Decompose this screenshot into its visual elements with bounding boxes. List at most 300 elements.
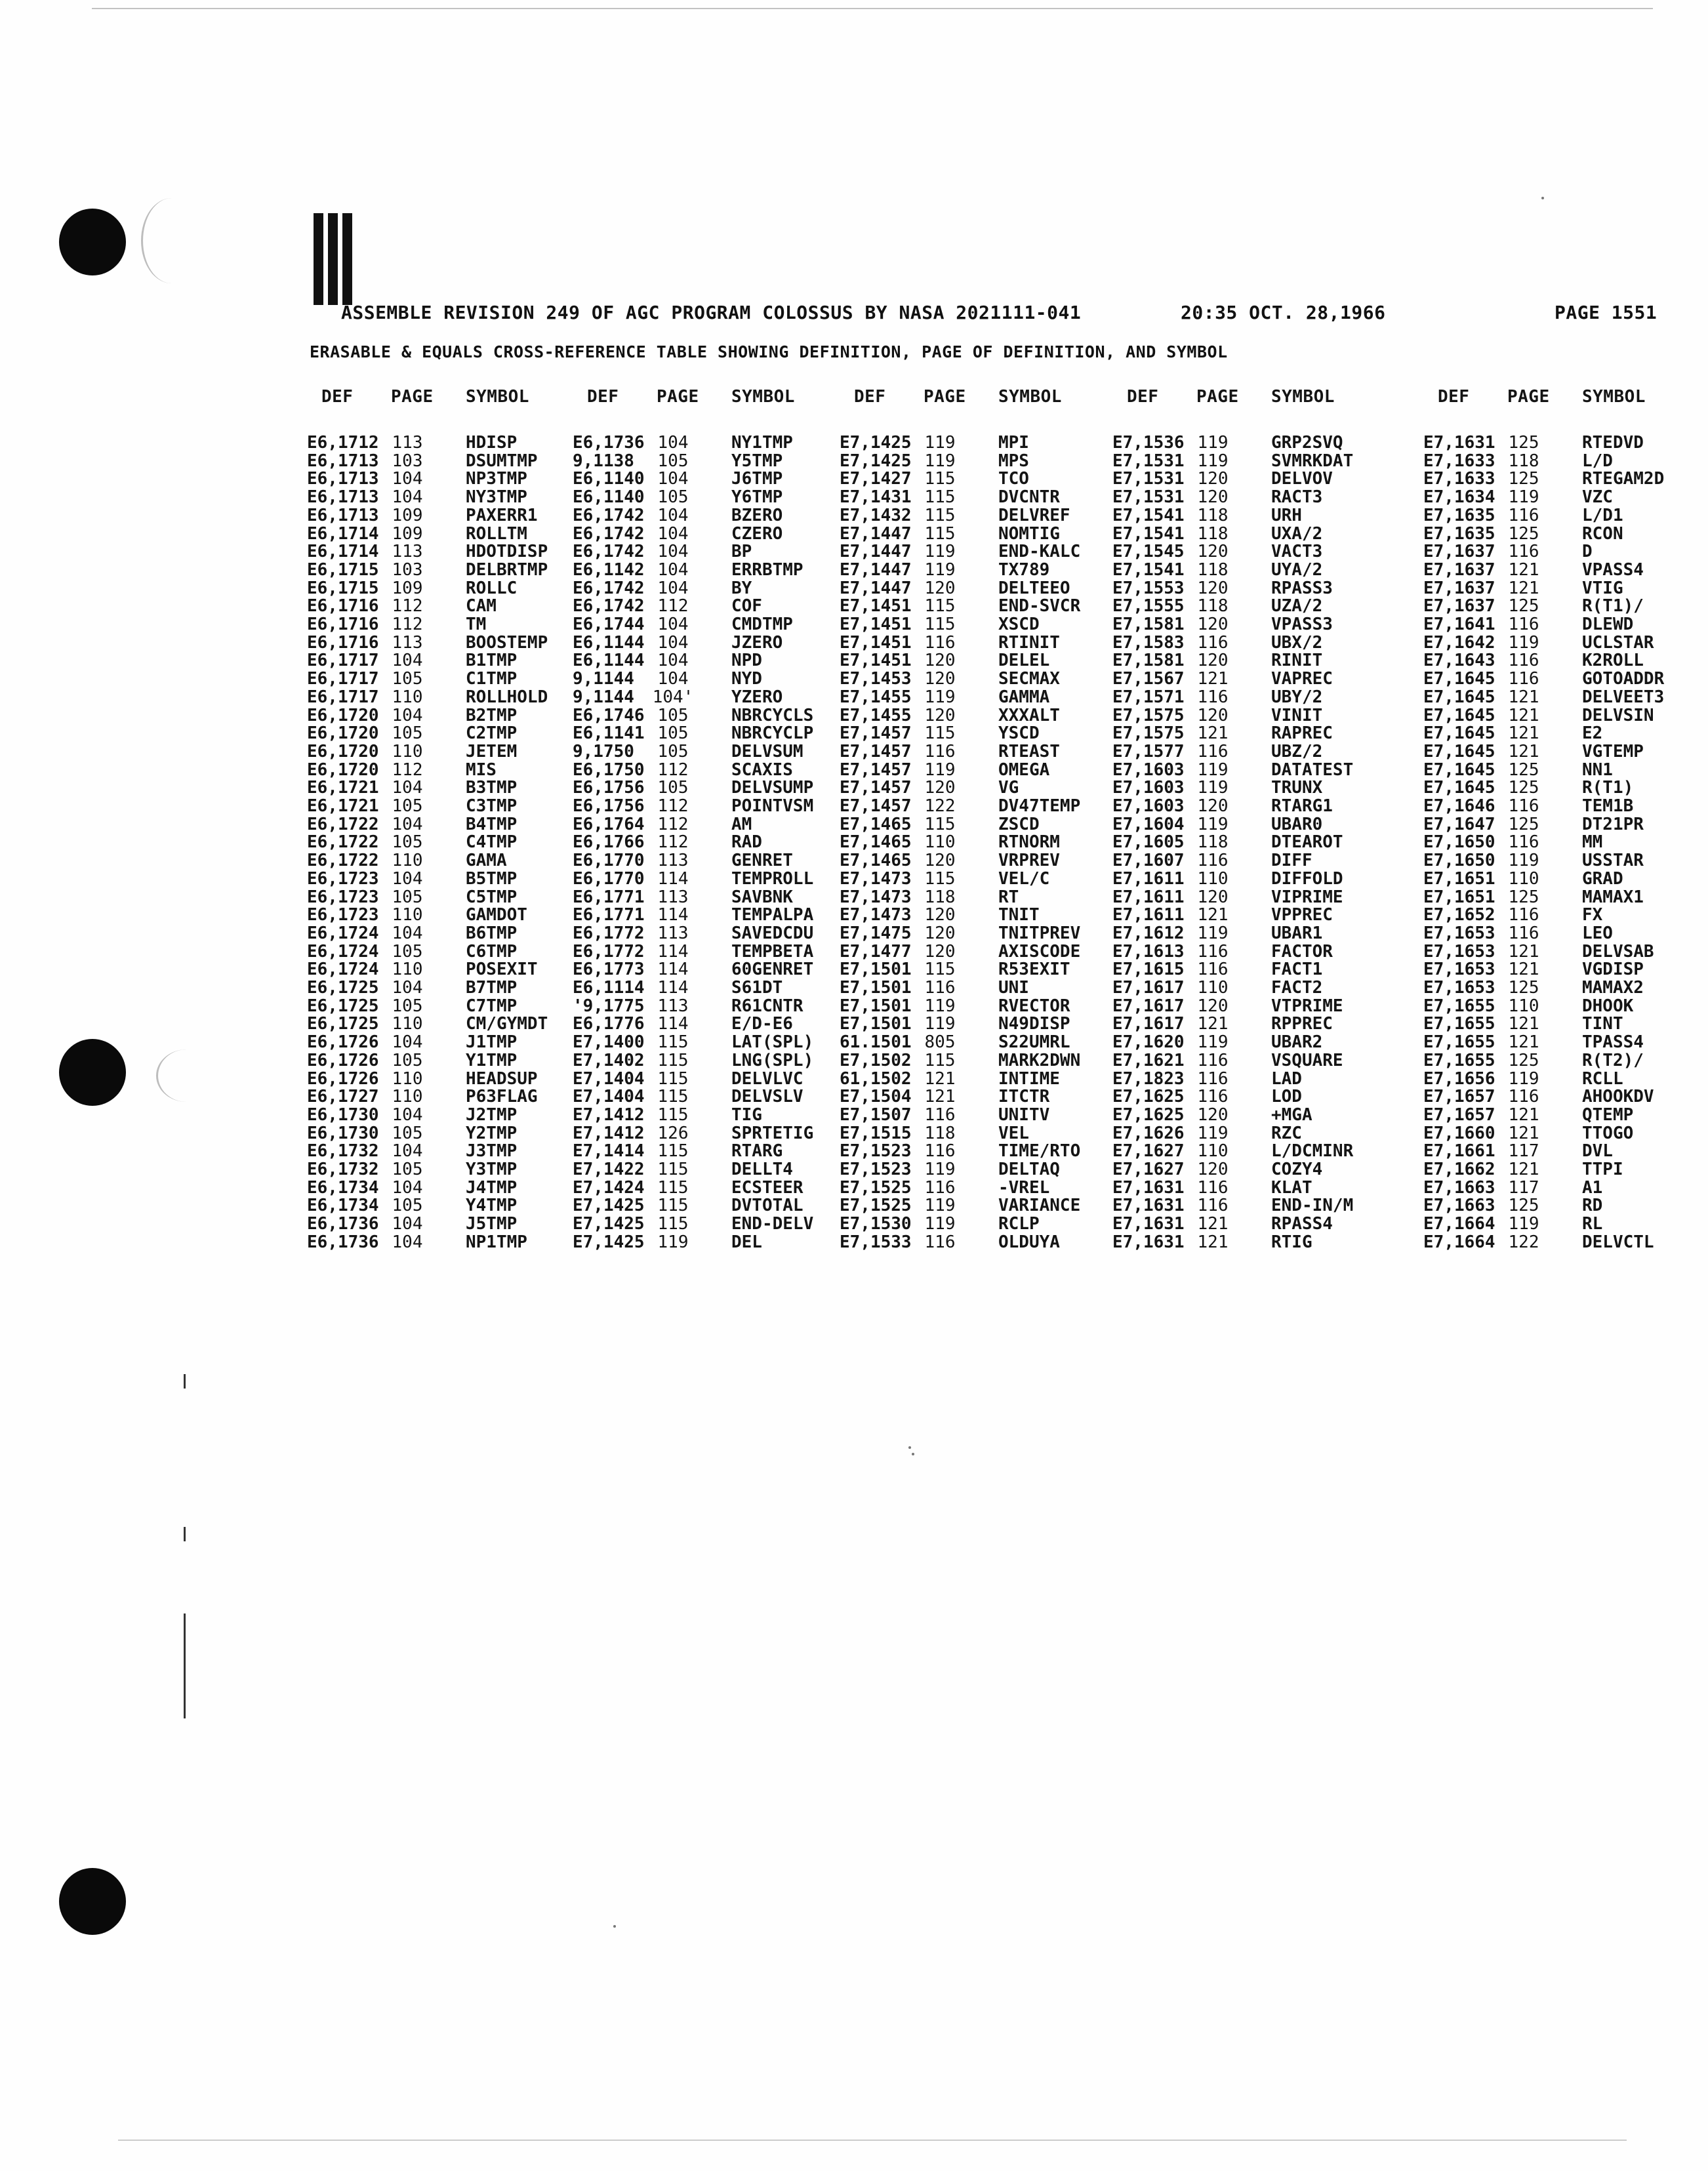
symbol-cell: B4TMP [466,814,518,834]
def-cell: E7,1455 [840,705,912,725]
page-cell: 113 [657,923,689,943]
def-cell: E6,1714 [307,523,379,544]
page-cell: 104 [657,559,689,580]
page-cell: 116 [1197,741,1229,761]
page-cell: 112 [392,760,423,780]
symbol-cell: FACT2 [1271,978,1323,998]
table-subtitle: ERASABLE & EQUALS CROSS-REFERENCE TABLE SHOWING DEFINITION, PAGE OF DEFINITION, AND SYMBOL [310,342,1228,361]
def-cell: E6,1716 [307,615,379,634]
page-cell: 119 [924,1014,956,1034]
page-cell: 116 [924,978,956,998]
page-cell: 105 [392,1123,423,1143]
def-cell: E6,1722 [307,832,379,853]
def-cell: E7,1664 [1423,1232,1495,1252]
symbol-cell: +MGA [1271,1105,1312,1125]
def-cell: E6,1726 [307,1050,379,1070]
symbol-cell: GAMDOT [466,905,527,925]
symbol-cell: NN1 [1582,760,1613,780]
def-cell: E6,1725 [307,996,379,1016]
header-symbol: SYMBOL [998,387,1062,407]
def-cell: E7,1432 [840,505,912,525]
page-cell: 105 [392,1160,423,1179]
def-cell: E7,1637 [1423,542,1495,562]
symbol-cell: B6TMP [466,923,518,943]
def-cell: E7,1637 [1423,578,1495,598]
symbol-cell: Y5TMP [731,451,783,471]
page-cell: 115 [657,1214,689,1234]
page-cell: 119 [1197,923,1229,943]
symbol-cell: D [1582,542,1593,562]
symbol-cell: FACT1 [1271,960,1323,980]
symbol-cell: DTEAROT [1271,832,1343,853]
page-cell: 118 [924,887,956,907]
def-cell: E7,1545 [1112,542,1185,562]
page-cell: 116 [1197,1196,1229,1216]
symbol-cell: C3TMP [466,796,518,816]
symbol-cell: ROLLC [466,578,518,598]
symbol-cell: AM [731,814,752,834]
def-cell: E6,1713 [307,469,379,489]
def-cell: E6,1713 [307,487,379,508]
def-cell: E7,1611 [1112,887,1185,907]
page-cell: 125 [1508,1196,1539,1216]
def-cell: E6,1742 [573,523,645,544]
def-cell: E7,1823 [1112,1068,1185,1089]
def-cell: E6,1776 [573,1014,645,1034]
page-cell: 122 [1508,1232,1539,1252]
page-cell: 119 [924,542,956,562]
def-cell: E7,1637 [1423,596,1495,617]
page-cell: 125 [1508,814,1539,834]
symbol-cell: R(T2)/ [1582,1050,1644,1070]
symbol-cell: C6TMP [466,941,518,962]
page-cell: 110 [392,1014,423,1034]
def-cell: E6,1736 [307,1214,379,1234]
symbol-cell: USSTAR [1582,851,1644,871]
def-cell: 9,1750 [573,741,634,761]
page-cell: 113 [392,632,423,653]
symbol-cell: R53EXIT [998,960,1070,980]
page-cell: 110 [392,741,423,761]
symbol-cell: SAVEDCDU [731,923,814,943]
page-cell: 125 [1508,760,1539,780]
symbol-cell: VPASS3 [1271,615,1333,634]
symbol-cell: ITCTR [998,1087,1050,1107]
def-cell: E7,1625 [1112,1105,1185,1125]
def-cell: E6,1742 [573,578,645,598]
page-cell: 119 [924,996,956,1016]
page-cell: 115 [924,487,956,508]
def-cell: E6,1717 [307,669,379,689]
page-cell: 120 [924,923,956,943]
page-cell: 120 [924,705,956,725]
symbol-cell: GRAD [1582,868,1623,889]
def-cell: E6,1720 [307,723,379,744]
symbol-cell: P63FLAG [466,1087,538,1107]
symbol-cell: J5TMP [466,1214,518,1234]
page-cell: 109 [392,523,423,544]
def-cell: E7,1457 [840,796,912,816]
page-cell: 121 [1508,723,1539,744]
symbol-cell: OMEGA [998,760,1050,780]
symbol-cell: UZA/2 [1271,596,1323,617]
symbol-cell: UBX/2 [1271,632,1323,653]
symbol-cell: KLAT [1271,1177,1312,1198]
page-cell: 120 [1197,1160,1229,1179]
page-cell: 119 [924,451,956,471]
symbol-cell: RTNORM [998,832,1060,853]
symbol-cell: Y1TMP [466,1050,518,1070]
symbol-cell: DELVSIN [1582,705,1654,725]
page-cell: 116 [924,1232,956,1252]
symbol-cell: VEL/C [998,868,1050,889]
page-cell: 110 [924,832,956,853]
def-cell: E6,1721 [307,778,379,798]
header-page: PAGE [657,387,699,407]
def-cell: E6,1772 [573,941,645,962]
symbol-cell: VEL [998,1123,1029,1143]
def-cell: E6,1724 [307,941,379,962]
page-cell: 118 [1197,832,1229,853]
symbol-cell: RTEGAM2D [1582,469,1665,489]
def-cell: E7,1611 [1112,868,1185,889]
page-cell: 105 [657,741,689,761]
page-cell: 115 [657,1196,689,1216]
page-speck [912,1453,914,1455]
page-cell: 120 [1197,469,1229,489]
symbol-cell: TIME/RTO [998,1141,1081,1162]
page-cell: 119 [1508,1068,1539,1089]
symbol-cell: UNITV [998,1105,1050,1125]
symbol-cell: ZSCD [998,814,1040,834]
page-cell: 116 [1197,960,1229,980]
symbol-cell: COF [731,596,762,617]
symbol-cell: MPS [998,451,1029,471]
document-title: ASSEMBLE REVISION 249 OF AGC PROGRAM COLOSSUS BY NASA 2021111-041 [341,302,1082,323]
def-cell: E7,1447 [840,523,912,544]
symbol-cell: DELVSUM [731,741,803,761]
page-cell: 120 [1197,487,1229,508]
page-cell: 105 [392,996,423,1016]
def-cell: E6,1772 [573,923,645,943]
symbol-cell: C4TMP [466,832,518,853]
symbol-cell: RCLP [998,1214,1040,1234]
header-page: PAGE [391,387,434,407]
page-cell: 105 [392,669,423,689]
page-cell: 120 [924,669,956,689]
def-cell: E6,1736 [573,433,645,453]
def-cell: E6,1770 [573,868,645,889]
def-cell: E7,1617 [1112,996,1185,1016]
def-cell: E7,1536 [1112,433,1185,453]
header-symbol: SYMBOL [466,387,529,407]
page-cell: 110 [1197,868,1229,889]
symbol-cell: UBY/2 [1271,687,1323,707]
binder-hole-shadow-middle [156,1049,217,1102]
def-cell: E7,1645 [1423,723,1495,744]
def-cell: E7,1457 [840,778,912,798]
symbol-cell: NYD [731,669,762,689]
symbol-cell: YZERO [731,687,783,707]
page-cell: 119 [1508,487,1539,508]
symbol-cell: Y2TMP [466,1123,518,1143]
symbol-cell: J3TMP [466,1141,518,1162]
symbol-cell: Y3TMP [466,1160,518,1179]
symbol-cell: MPI [998,433,1029,453]
def-cell: 9,1144 [573,669,634,689]
def-cell: '9,1775 [573,996,645,1016]
def-cell: E7,1530 [840,1214,912,1234]
symbol-cell: CM/GYMDT [466,1014,548,1034]
page-cell: 104 [392,868,423,889]
page-cell: 105 [657,778,689,798]
page-cell: 116 [1508,832,1539,853]
symbol-cell: J1TMP [466,1032,518,1053]
symbol-cell: B3TMP [466,778,518,798]
symbol-cell: B1TMP [466,651,518,671]
def-cell: E7,1653 [1423,923,1495,943]
page-cell: 104 [657,651,689,671]
page-cell: 115 [657,1032,689,1053]
symbol-cell: OLDUYA [998,1232,1060,1252]
page-cell: 121 [1508,1032,1539,1053]
header-symbol: SYMBOL [1582,387,1646,407]
page-cell: 120 [1197,796,1229,816]
page-cell: 114 [657,941,689,962]
page-cell: 119 [924,1214,956,1234]
symbol-cell: ROLLTM [466,523,527,544]
page-cell: 114 [657,868,689,889]
symbol-cell: TCO [998,469,1029,489]
def-cell: E6,1746 [573,705,645,725]
symbol-cell: GOTOADDR [1582,669,1665,689]
symbol-cell: L/D [1582,451,1613,471]
symbol-cell: MM [1582,832,1603,853]
symbol-cell: RTARG1 [1271,796,1333,816]
def-cell: E7,1631 [1112,1214,1185,1234]
def-cell: E6,1715 [307,559,379,580]
symbol-cell: TTPI [1582,1160,1623,1179]
symbol-cell: L/DCMINR [1271,1141,1354,1162]
page-cell: 121 [924,1087,956,1107]
def-cell: E6,1756 [573,778,645,798]
page-cell: 118 [1197,596,1229,617]
symbol-cell: BY [731,578,752,598]
symbol-cell: ECSTEER [731,1177,803,1198]
def-cell: E6,1726 [307,1032,379,1053]
def-cell: E6,1736 [307,1232,379,1252]
def-cell: E7,1465 [840,814,912,834]
def-cell: E7,1412 [573,1105,645,1125]
page-cell: 104 [657,615,689,634]
symbol-cell: E/D-E6 [731,1014,793,1034]
symbol-cell: UBZ/2 [1271,741,1323,761]
page-cell: 115 [657,1141,689,1162]
def-cell: E6,1141 [573,723,645,744]
def-cell: E6,1717 [307,687,379,707]
symbol-cell: DEL [731,1232,762,1252]
page-cell: 115 [924,723,956,744]
def-cell: E6,1771 [573,887,645,907]
header-def: DEF [854,387,886,407]
def-cell: E7,1567 [1112,669,1185,689]
symbol-cell: RVECTOR [998,996,1070,1016]
symbol-cell: DELVSLV [731,1087,803,1107]
binder-hole-shadow-top [141,198,202,283]
page-cell: 115 [657,1105,689,1125]
symbol-cell: K2ROLL [1582,651,1644,671]
page-cell: 120 [1197,651,1229,671]
symbol-cell: J2TMP [466,1105,518,1125]
def-cell: E7,1645 [1423,705,1495,725]
symbol-cell: LOD [1271,1087,1302,1107]
def-cell: E7,1621 [1112,1050,1185,1070]
def-cell: E7,1635 [1423,523,1495,544]
page-cell: 104 [392,651,423,671]
page-cell: 119 [924,433,956,453]
symbol-cell: NBRCYCLP [731,723,814,744]
def-cell: E6,1725 [307,1014,379,1034]
def-cell: E7,1664 [1423,1214,1495,1234]
symbol-cell: MAMAX1 [1582,887,1644,907]
symbol-cell: VACT3 [1271,542,1323,562]
def-cell: E6,1750 [573,760,645,780]
def-cell: E7,1412 [573,1123,645,1143]
symbol-cell: NBRCYCLS [731,705,814,725]
page-cell: 116 [1197,632,1229,653]
page-cell: 110 [392,1087,423,1107]
symbol-cell: RPPREC [1271,1014,1333,1034]
def-cell: E7,1473 [840,887,912,907]
symbol-cell: FX [1582,905,1603,925]
def-cell: E7,1603 [1112,778,1185,798]
symbol-cell: UCLSTAR [1582,632,1654,653]
page-cell: 110 [392,687,423,707]
symbol-cell: CMDTMP [731,615,793,634]
def-cell: E6,1726 [307,1068,379,1089]
def-cell: E7,1660 [1423,1123,1495,1143]
page-cell: 116 [1197,1087,1229,1107]
scan-noise-bottom [118,2140,1627,2141]
header-def: DEF [321,387,354,407]
def-cell: E7,1604 [1112,814,1185,834]
symbol-cell: DELVSAB [1582,941,1654,962]
page-cell: 104 [657,632,689,653]
def-cell: E6,1717 [307,651,379,671]
page-cell: 115 [924,960,956,980]
def-cell: E6,1722 [307,814,379,834]
symbol-cell: TEMPROLL [731,868,814,889]
symbol-cell: VGDISP [1582,960,1644,980]
symbol-cell: BZERO [731,505,783,525]
def-cell: E7,1501 [840,978,912,998]
page-cell: 125 [1508,523,1539,544]
symbol-cell: COZY4 [1271,1160,1323,1179]
def-cell: E7,1631 [1112,1232,1185,1252]
symbol-cell: -VREL [998,1177,1050,1198]
def-cell: E7,1404 [573,1068,645,1089]
symbol-cell: UBAR2 [1271,1032,1323,1053]
def-cell: E7,1575 [1112,705,1185,725]
page-cell: 116 [1508,669,1539,689]
page-cell: 105 [657,723,689,744]
def-cell: E7,1400 [573,1032,645,1053]
page-cell: 121 [1508,578,1539,598]
def-cell: E6,1773 [573,960,645,980]
def-cell: E7,1657 [1423,1087,1495,1107]
page-speck [1541,197,1544,199]
page-cell: 119 [1197,1123,1229,1143]
def-cell: E7,1650 [1423,851,1495,871]
symbol-cell: B7TMP [466,978,518,998]
header-page: PAGE [1196,387,1239,407]
symbol-cell: RZC [1271,1123,1302,1143]
def-cell: E6,1712 [307,433,379,453]
def-cell: E7,1651 [1423,887,1495,907]
def-cell: E7,1525 [840,1196,912,1216]
symbol-cell: DVL [1582,1141,1613,1162]
symbol-cell: TX789 [998,559,1050,580]
symbol-cell: DELEL [998,651,1050,671]
page-cell: 115 [657,1068,689,1089]
page-cell: 121 [1508,941,1539,962]
def-cell: E7,1477 [840,941,912,962]
symbol-cell: DLEWD [1582,615,1634,634]
page-cell: 104 [392,778,423,798]
def-cell: E6,1756 [573,796,645,816]
symbol-cell: UYA/2 [1271,559,1323,580]
page-cell: 118 [1508,451,1539,471]
def-cell: E7,1422 [573,1160,645,1179]
page-cell: 121 [1508,705,1539,725]
def-cell: E7,1465 [840,851,912,871]
symbol-cell: RTARG [731,1141,783,1162]
symbol-cell: AXISCODE [998,941,1081,962]
def-cell: E6,1744 [573,615,645,634]
page-cell: 113 [392,542,423,562]
page-cell: 118 [1197,559,1229,580]
def-cell: E7,1617 [1112,978,1185,998]
def-cell: E7,1612 [1112,923,1185,943]
def-cell: E6,1766 [573,832,645,853]
page-cell: 112 [657,814,689,834]
page-cell: 114 [657,1014,689,1034]
page-cell: 805 [924,1032,956,1053]
page-cell: 116 [924,632,956,653]
symbol-cell: R61CNTR [731,996,803,1016]
symbol-cell: FACTOR [1271,941,1333,962]
page-cell: 118 [924,1123,956,1143]
page-cell: 112 [392,615,423,634]
symbol-cell: B2TMP [466,705,518,725]
page-cell: 116 [1508,651,1539,671]
page-cell: 121 [1197,1214,1229,1234]
symbol-cell: UBAR1 [1271,923,1323,943]
symbol-cell: VTPRIME [1271,996,1343,1016]
symbol-cell: DELVSUMP [731,778,814,798]
def-cell: E7,1613 [1112,941,1185,962]
page-cell: 121 [1197,905,1229,925]
page-cell: 104 [392,978,423,998]
header-page: PAGE [1507,387,1550,407]
def-cell: E7,1425 [840,451,912,471]
symbol-cell: MAMAX2 [1582,978,1644,998]
symbol-cell: DT21PR [1582,814,1644,834]
def-cell: E7,1605 [1112,832,1185,853]
def-cell: E7,1447 [840,559,912,580]
symbol-cell: N49DISP [998,1014,1070,1034]
def-cell: E6,1716 [307,596,379,617]
